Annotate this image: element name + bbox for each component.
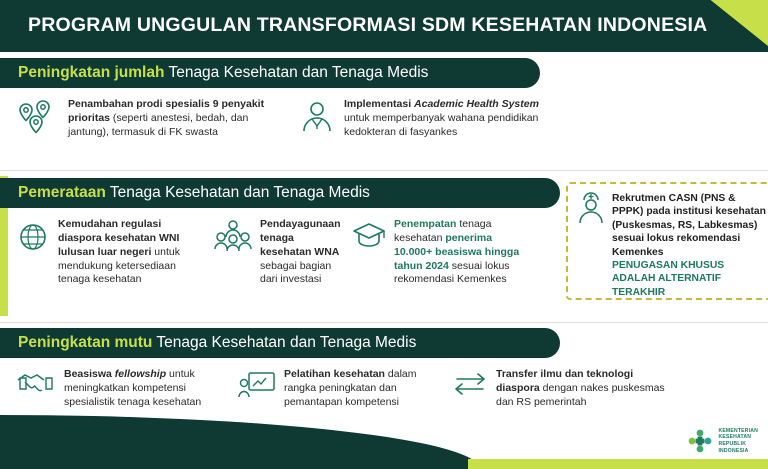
section-2-title-rest: Tenaga Kesehatan dan Tenaga Medis	[105, 184, 370, 201]
doctor-icon	[298, 98, 336, 134]
ministry-emblem-icon	[687, 428, 713, 454]
section-3-title-rest: Tenaga Kesehatan dan Tenaga Medis	[152, 334, 417, 351]
section-1-title-rest: Tenaga Kesehatan dan Tenaga Medis	[164, 64, 429, 81]
graduation-cap-icon	[352, 218, 386, 250]
list-item	[352, 218, 524, 287]
divider	[0, 170, 768, 171]
section-3-items	[0, 358, 768, 410]
list-item-text: Beasiswa fellowship untuk meningkatkan kompetensi spesialistik tenaga kesehatan	[64, 368, 202, 408]
logo-line-1: KEMENTERIAN	[718, 427, 758, 434]
logo-line-4: INDONESIA	[718, 448, 749, 455]
section-1-title	[0, 64, 428, 82]
divider	[0, 322, 768, 323]
list-item-text: Penempatan tenaga kesehatan penerima 10.000+ beasiswa hingga tahun 2024 sesuai lokus rekomendasi Kemenkes	[394, 218, 520, 286]
presentation-board-icon	[238, 368, 276, 400]
section-2-title	[0, 184, 370, 202]
section-1-title-highlight: Peningkatan jumlah	[18, 64, 165, 81]
globe-pin-icon	[16, 218, 50, 254]
section-peningkatan-mutu	[0, 328, 768, 410]
list-item	[16, 368, 224, 410]
list-item-text: Penambahan prodi spesialis 9 penyakit prioritas (seperti anestesi, bedah, dan jantung), termasuk di FK swasta	[68, 98, 265, 138]
footer-green-shape	[0, 415, 480, 469]
list-item	[214, 218, 341, 287]
people-group-icon	[214, 218, 252, 254]
callout-text: Rekrutmen CASN (PNS & PPPK) pada institusi kesehatan (Puskesmas, RS, Labkesmas) sesuai lokus rekomendasi Kemenkes PENUGASAN KHUSUS ADALAH ALTERNATIF TERAKHIR	[612, 193, 766, 298]
list-item-text: Implementasi Academic Health System untuk memperbanyak wahana pendidikan kedokteran di fasyankes	[344, 98, 539, 138]
section-peningkatan-jumlah	[0, 58, 768, 140]
logo-line-2: KESEHATAN	[718, 434, 752, 441]
list-item	[16, 98, 266, 140]
list-item	[16, 218, 200, 287]
list-item	[452, 368, 672, 410]
list-item-text: Pendayagunaan tenaga kesehatan WNA sebagai bagian dari investasi	[260, 218, 341, 286]
ministry-logo-text	[718, 428, 758, 456]
page-header	[0, 0, 768, 50]
map-pins-icon	[16, 98, 60, 134]
list-item-text: Pelatihan kesehatan dalam rangka peningkatan dan pemantapan kompetensi	[284, 368, 417, 408]
list-item-text: Transfer ilmu dan teknologi diaspora dengan nakes puskesmas dan RS pemerintah	[496, 368, 665, 408]
list-item	[298, 98, 548, 140]
footer-lime-strip	[468, 459, 768, 469]
section-3-title-highlight: Peningkatan mutu	[18, 334, 153, 351]
callout-rekrutmen-casn	[566, 182, 768, 300]
logo-line-3: REPUBLIK	[718, 441, 747, 448]
handshake-icon	[16, 368, 56, 398]
page-title: PROGRAM UNGGULAN TRANSFORMASI SDM KESEHATAN INDONESIA	[28, 13, 708, 36]
section-3-title	[0, 334, 416, 352]
section-2-title-highlight: Pemerataan	[18, 184, 106, 201]
section-1-band	[0, 58, 768, 88]
section-3-band	[0, 328, 768, 358]
list-item	[238, 368, 438, 410]
ministry-logo	[687, 428, 758, 456]
exchange-arrows-icon	[452, 368, 488, 396]
nurse-icon	[576, 192, 606, 290]
section-1-items	[0, 88, 768, 140]
list-item-text: Kemudahan regulasi diaspora kesehatan WNI lulusan luar negeri untuk mendukung ketersediaan tenaga kesehatan	[58, 218, 180, 286]
